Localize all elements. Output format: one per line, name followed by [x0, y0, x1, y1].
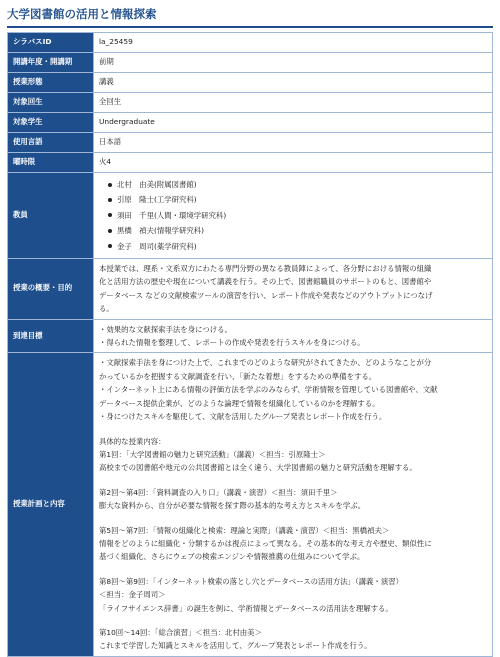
overview-line: 化と活用方法の歴史や現在について講義を行う。その上で、図書館職員のサポートのもと、図書館や [99, 277, 432, 287]
session-line: 第8回〜第9回：「インターネット検索の落とし穴とデータベースの活用方法」（講義・演習） [99, 576, 403, 586]
syllabus-row [8, 53, 493, 73]
plan-intro-line: かっているかを把握する文献調査を行い、「新たな着想」をするための準備をする。 [99, 371, 377, 381]
syllabus-row [8, 73, 493, 93]
session-line: 第5回〜第7回：「情報の組織化と検索：理論と実際」（講義・演習）＜担当：黒橋禎夫＞ [99, 525, 390, 535]
syllabus-row [8, 33, 493, 53]
spacer [99, 564, 487, 575]
session-line: 情報をどのように組織化・分類するかは視点によって異なる。その基本的な考え方や歴史、類似性に [99, 538, 432, 548]
overview-line: 本授業では、理系・文系双方にわたる専門分野の異なる教員陣によって、各分野における情報の組織 [99, 264, 432, 274]
session-line: 基づく組織化、さらにウェブの検索エンジンや情報推薦の仕組みについて学ぶ。 [99, 552, 365, 562]
session-line: 第1回：「大学図書館の魅力と研究活動」（講義）＜担当：引原隆士＞ [99, 449, 326, 459]
row-value [94, 259, 493, 320]
row-value: la_25459 [94, 33, 493, 53]
page-title: 大学図書館の活用と情報探索 [7, 4, 493, 28]
instructor-list [94, 177, 487, 254]
session-line: 第2回〜第4回：「資料調査の入り口」（講義・演習）＜担当：須田千里＞ [99, 487, 338, 497]
session-line: ＜担当：金子周司＞ [99, 590, 166, 600]
plan-intro-line: ・身につけたスキルを駆使して、文献を活用したグループ発表とレポート作成を行う。 [99, 412, 387, 422]
session-line: 第10回〜14回：「総合演習」＜担当：北村由美＞ [99, 627, 262, 637]
syllabus-table [7, 32, 493, 657]
row-label: 授業形態 [8, 73, 94, 93]
row-value: 火4 [94, 153, 493, 173]
overview-line: る。 [99, 304, 114, 314]
instructor-item: 須田 千里(人間・環境学研究科) [108, 208, 487, 223]
row-label: 使用言語 [8, 133, 94, 153]
row-label: 授業の概要・目的 [8, 259, 94, 320]
plan-heading: 具体的な授業内容： [99, 436, 166, 446]
goals-row [8, 319, 493, 353]
plan-intro-line: ・インターネット上にある情報の評価方法を学ぶのみならず、学術情報を管理している図書館や、文献 [99, 385, 438, 395]
goal-line: ・得られた情報を整理して、レポートの作成や発表を行うスキルを身につける。 [99, 338, 365, 348]
instructor-item: 引原 隆士(工学研究科) [108, 192, 487, 207]
plan-row [8, 353, 493, 656]
instructor-item: 北村 由美(附属図書館) [108, 177, 487, 192]
row-label: シラバスID [8, 33, 94, 53]
syllabus-row [8, 153, 493, 173]
row-label: 対象学生 [8, 113, 94, 133]
goal-line: ・効果的な文献探索手法を身につける。 [99, 324, 232, 334]
row-value: Undergraduate [94, 113, 493, 133]
instructor-item: 金子 周司(薬学研究科) [108, 239, 487, 254]
session-line: 高校までの図書館や地元の公共図書館とは全く違う、大学図書館の魅力と研究活動を理解する。 [99, 463, 417, 473]
spacer [99, 615, 487, 626]
spacer [99, 424, 487, 435]
overview-row [8, 259, 493, 320]
spacer [99, 513, 487, 524]
row-value: 講義 [94, 73, 493, 93]
plan-intro-line: データベース提供企業が、どのような論理で情報を組織化しているのかを理解する。 [99, 398, 380, 408]
plan-intro-line: ・文献探索手法を身につけた上で、これまでのどのような研究がされてきたか、どのようなことが分 [99, 358, 432, 368]
session-line: これまで学習した知識とスキルを活用して、グループ発表とレポート作成を行う。 [99, 641, 372, 651]
row-value: 全回生 [94, 93, 493, 113]
spacer [99, 475, 487, 486]
row-label: 授業計画と内容 [8, 353, 94, 656]
syllabus-row [8, 113, 493, 133]
row-label: 到達目標 [8, 319, 94, 353]
row-value [94, 319, 493, 353]
overview-line: データベース などの文献検索ツールの演習を行い、レポート作成や発表などのアウトプットにつなげ [99, 290, 433, 300]
row-label: 対象回生 [8, 93, 94, 113]
instructors-row [8, 173, 493, 259]
session-line: 「ライフサイエンス辞書」の誕生を例に、学術情報とデータベースの活用法を理解する。 [99, 603, 393, 613]
row-label: 開講年度・開講期 [8, 53, 94, 73]
row-label: 教員 [8, 173, 94, 259]
instructor-item: 黒橋 禎夫(情報学研究科) [108, 223, 487, 238]
session-line: 膨大な資料から、自分が必要な情報を探す際の基本的な考え方とスキルを学ぶ。 [99, 501, 366, 511]
row-value: 前期 [94, 53, 493, 73]
row-value [94, 353, 493, 656]
row-value [94, 173, 493, 259]
row-label: 曜時限 [8, 153, 94, 173]
syllabus-row [8, 93, 493, 113]
row-value: 日本語 [94, 133, 493, 153]
syllabus-row [8, 133, 493, 153]
